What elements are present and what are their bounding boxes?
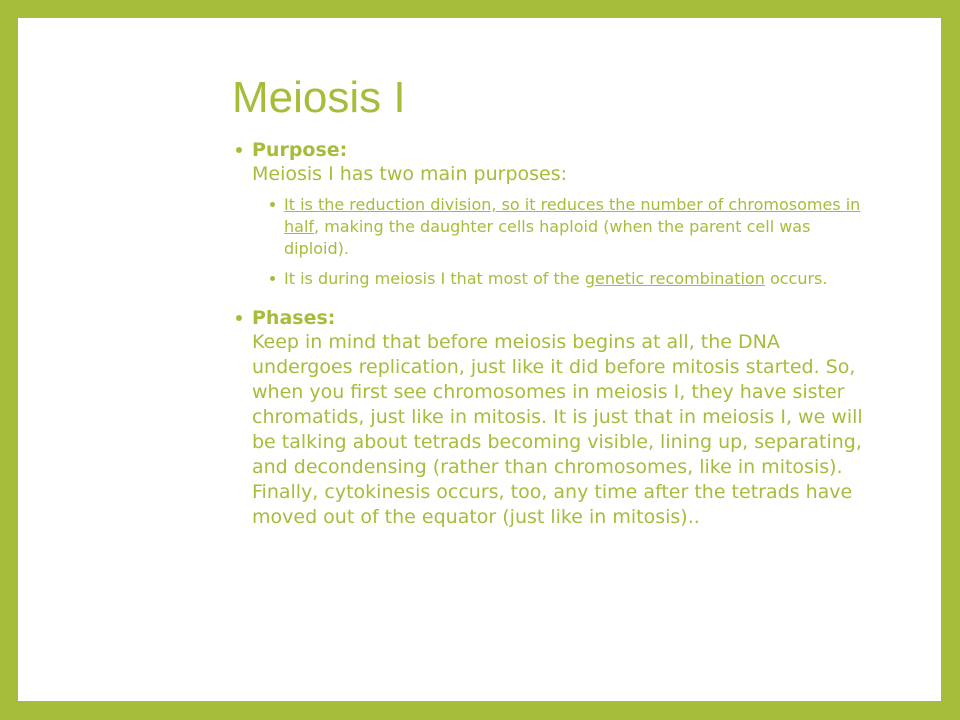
phases-bullet [236,306,866,530]
bullet-dot-icon [270,276,275,281]
purpose-subbullet-2-text: It is during meiosis I that most of the [284,269,585,288]
phases-paragraph: Keep in mind that before meiosis begins at all, the DNA undergoes replication, just like it did before mitosis started. So, when you first see chromosomes in meiosis I, they have sister chromatids, just like in mitosis. It is just that in meiosis I, we will be talking about tetrads becoming visible, lining up, separating, and decondensing (rather than chromosomes, like in mitosis). Finally, cytokinesis occurs, too, any time after the tetrads have moved out of the equator (just like in mitosis).. [252,331,863,528]
slide [18,18,941,701]
purpose-subbullet-2 [252,268,866,290]
reduction-division-link[interactable]: It is the reduction division, so it reduces the number of chromosomes in half [284,195,861,236]
purpose-intro: Meiosis I has two main purposes: [252,163,568,185]
purpose-heading: Purpose: [252,139,348,161]
genetic-recombination-link[interactable]: genetic recombination [584,269,765,288]
slide-content [236,138,866,530]
purpose-bullet [236,138,866,290]
bullet-dot-icon [236,315,242,321]
slide-title: Meiosis I [232,73,406,122]
purpose-subbullet-1 [252,194,866,260]
purpose-subbullet-2-end: occurs. [764,269,828,288]
bullet-dot-icon [236,147,242,153]
bullet-dot-icon [270,202,275,207]
phases-heading: Phases: [252,307,336,329]
purpose-subbullet-1-text: , making the daughter cells haploid (when the parent cell was diploid). [284,217,811,258]
